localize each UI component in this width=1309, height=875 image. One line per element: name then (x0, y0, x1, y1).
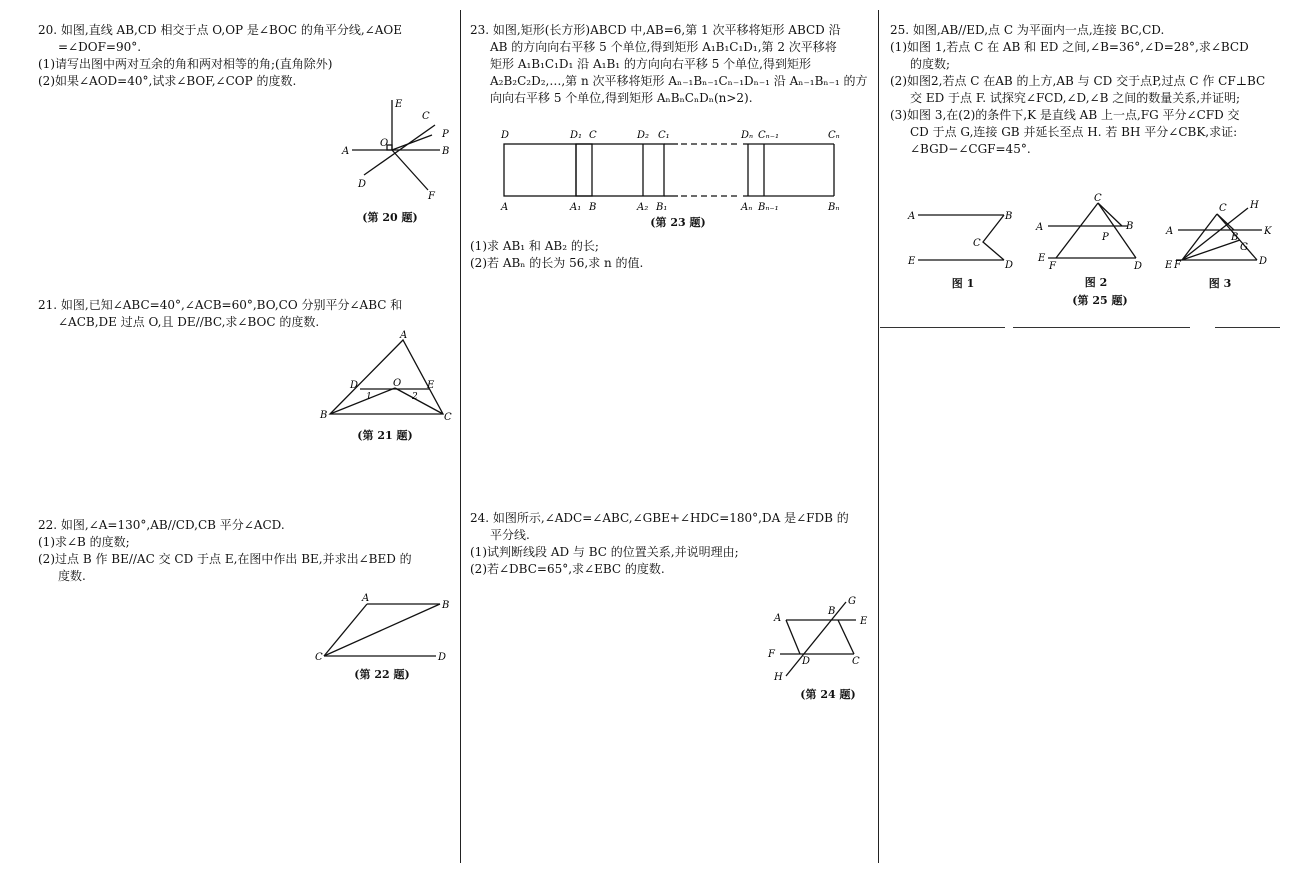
p20-q1: (1)请写出图中两对互余的角和两对相等的角;(直角除外) (38, 57, 333, 71)
label-p: P (442, 129, 449, 140)
p22-q2-2: 度数. (58, 569, 86, 583)
label-d1: D₁ (570, 130, 583, 141)
label-d: D (438, 652, 447, 663)
label-b: B (442, 146, 450, 157)
label-f: F (1174, 260, 1181, 271)
label-c1: C₁ (658, 130, 670, 141)
caption-20: (第 20 题) (362, 211, 418, 224)
label-c: C (1219, 203, 1227, 214)
label-c: C (589, 130, 597, 141)
label-a2: A₂ (637, 202, 649, 213)
path-bcd (983, 215, 1004, 260)
label-d: D (1005, 260, 1014, 271)
caption-24: (第 24 题) (800, 688, 856, 701)
p22-stem-1: 22. 如图,∠A=130°,AB//CD,CB 平分∠ACD. (38, 518, 285, 532)
ray-op (392, 135, 432, 150)
line-hg (786, 602, 846, 676)
p20-stem-1: 20. 如图,直线 AB,CD 相交于点 O,OP 是∠BOC 的角平分线,∠AOE (38, 23, 402, 37)
label-a: A (1166, 226, 1174, 237)
label-c: C (444, 412, 452, 423)
p25-q3-2: CD 于点 G,连接 GB 并延长至点 H. 若 BH 平分∠CBK,求证: (910, 125, 1238, 139)
p24-q2: (2)若∠DBC=65°,求∠EBC 的度数. (470, 562, 665, 576)
label-e: E (860, 616, 868, 627)
label-g: G (1240, 242, 1248, 253)
label-b: B (1005, 211, 1013, 222)
label-a1: A₁ (570, 202, 582, 213)
p25-q2-2: 交 ED 于点 F. 试探究∠FCD,∠D,∠B 之间的数量关系,并证明; (910, 91, 1241, 105)
column-divider-1 (460, 10, 461, 863)
label-d: D (802, 656, 811, 667)
label-d2: D₂ (637, 130, 650, 141)
caption-21: (第 21 题) (357, 429, 413, 442)
label-e: E (427, 380, 435, 391)
p22-q2-1: (2)过点 B 作 BE//AC 交 CD 于点 E,在图中作出 BE,并求出∠BED 的 (38, 552, 412, 566)
label-h: H (1250, 200, 1259, 211)
p25-q3-1: (3)如图 3,在(2)的条件下,K 是直线 AB 上一点,FG 平分∠CFD 交 (890, 108, 1240, 122)
caption-25: (第 25 题) (1072, 294, 1128, 307)
label-bn: Bₙ (828, 202, 840, 213)
label-p: P (1102, 232, 1109, 243)
label-bn1: Bₙ₋₁ (758, 202, 779, 213)
label-b: B (589, 202, 597, 213)
label-c: C (852, 656, 860, 667)
label-e: E (1038, 253, 1046, 264)
label-a: A (908, 211, 916, 222)
label-o: O (393, 378, 402, 389)
p25-stem-1: 25. 如图,AB//ED,点 C 为平面内一点,连接 BC,CD. (890, 23, 1165, 37)
label-c: C (973, 238, 981, 249)
figure-22 (312, 592, 452, 682)
label-b: B (1231, 232, 1239, 243)
p23-stem-3: 矩形 A₁B₁C₁D₁ 沿 A₁B₁ 的方向向右平移 5 个单位,得到矩形 (490, 57, 811, 71)
label-cn1: Cₙ₋₁ (758, 130, 779, 141)
problem-22 (38, 517, 458, 585)
label-b1: B₁ (656, 202, 668, 213)
label-k: K (1264, 226, 1272, 237)
label-e: E (395, 99, 403, 110)
problem-21 (38, 297, 458, 331)
p23-q2: (2)若 ABₙ 的长为 56,求 n 的值. (470, 256, 644, 270)
label-e: E (908, 256, 916, 267)
p23-stem-5: 向向右平移 5 个单位,得到矩形 AₙBₙCₙDₙ(n>2). (490, 91, 753, 105)
caption-fig3: 图 3 (1208, 277, 1232, 290)
ray-of (392, 150, 428, 190)
p25-q1-2: 的度数; (910, 57, 951, 71)
label-c: C (422, 111, 430, 122)
p23-stem-2: AB 的方向向右平移 5 个单位,得到矩形 A₁B₁C₁D₁,第 2 次平移将 (490, 40, 837, 54)
problem-24 (470, 510, 880, 578)
caption-fig2: 图 2 (1084, 276, 1108, 289)
label-cn: Cₙ (828, 130, 840, 141)
label-b: B (1126, 221, 1134, 232)
figure-25-3 (1162, 200, 1287, 291)
label-angle-1: 1 (366, 392, 372, 402)
p25-q1-1: (1)如图 1,若点 C 在 AB 和 ED 之间,∠B=36°,∠D=28°,求∠BCD (890, 40, 1249, 54)
label-d: D (1134, 261, 1143, 272)
p23-stem-4: A₂B₂C₂D₂,…,第 n 次平移将矩形 Aₙ₋₁Bₙ₋₁Cₙ₋₁Dₙ₋₁ 沿 Aₙ₋₁Bₙ₋₁ 的方 (490, 74, 868, 88)
label-b: B (320, 410, 328, 421)
segment-fg (1182, 240, 1240, 260)
figure-21 (320, 332, 455, 443)
label-h: H (774, 672, 783, 683)
segment-ca (324, 604, 367, 656)
rect-a1b1c1d1 (576, 144, 664, 196)
column-divider-2 (878, 10, 879, 863)
segment-cf (1056, 203, 1098, 258)
problem-20 (38, 22, 458, 90)
section-divider (880, 327, 1280, 328)
label-g: G (848, 596, 856, 607)
p24-stem-1: 24. 如图所示,∠ADC=∠ABC,∠GBE+∠HDC=180°,DA 是∠FDB 的 (470, 511, 849, 525)
label-f: F (428, 191, 435, 202)
problem-23 (470, 22, 880, 107)
p25-q3-3: ∠BGD−∠CGF=45°. (910, 142, 1031, 156)
label-d: D (1259, 256, 1268, 267)
caption-22: (第 22 题) (354, 668, 410, 681)
column-2 (462, 0, 878, 862)
triangle-abc (330, 340, 443, 414)
p21-stem-2: ∠ACB,DE 过点 O,且 DE//BC,求∠BOC 的度数. (58, 315, 320, 329)
label-d: D (501, 130, 510, 141)
label-d: D (350, 380, 359, 391)
caption-23: (第 23 题) (650, 216, 706, 229)
figure-23 (498, 126, 878, 230)
label-an: Aₙ (741, 202, 753, 213)
label-a: A (400, 330, 408, 341)
label-f: F (1049, 261, 1056, 272)
segment-ad (786, 620, 800, 654)
figure-24 (768, 594, 878, 702)
p23-stem-1: 23. 如图,矩形(长方形)ABCD 中,AB=6,第 1 次平移将矩形 ABCD 沿 (470, 23, 841, 37)
label-a: A (1036, 222, 1044, 233)
rect-abcd (504, 144, 592, 196)
label-o: O (380, 138, 389, 149)
segment-bo (330, 388, 395, 414)
label-e: E (1165, 260, 1173, 271)
label-a: A (362, 593, 370, 604)
figure-20 (340, 95, 460, 225)
label-f: F (768, 649, 775, 660)
segment-cb (324, 604, 440, 656)
segment-cb (1098, 203, 1122, 226)
p25-q2-1: (2)如图2,若点 C 在AB 的上方,AB 与 CD 交于点P,过点 C 作 CF⊥BC (890, 74, 1266, 88)
p20-q2: (2)如果∠AOD=40°,试求∠BOF,∠COP 的度数. (38, 74, 297, 88)
p24-q1: (1)试判断线段 AD 与 BC 的位置关系,并说明理由; (470, 545, 739, 559)
segment-cb (1217, 214, 1234, 230)
column-3 (880, 0, 1309, 862)
label-c: C (315, 652, 323, 663)
label-d: D (358, 179, 367, 190)
label-a: A (342, 146, 350, 157)
p23-q1: (1)求 AB₁ 和 AB₂ 的长; (470, 239, 599, 253)
label-b: B (442, 600, 450, 611)
label-a: A (774, 613, 782, 624)
caption-fig1: 图 1 (951, 277, 975, 290)
p20-stem-2: =∠DOF=90°. (58, 40, 142, 54)
figure-25-2 (1036, 193, 1151, 290)
label-a: A (501, 202, 509, 213)
p24-stem-2: 平分线. (490, 528, 530, 542)
problem-23-questions (470, 238, 880, 272)
label-angle-2: 2 (412, 392, 418, 402)
problem-25 (890, 22, 1302, 158)
p22-q1: (1)求∠B 的度数; (38, 535, 130, 549)
figure-25-1 (908, 200, 1018, 291)
column-1 (0, 0, 460, 862)
segment-bc (838, 620, 854, 654)
label-b: B (828, 606, 836, 617)
label-dn: Dₙ (741, 130, 754, 141)
label-c: C (1094, 193, 1102, 204)
p21-stem-1: 21. 如图,已知∠ABC=40°,∠ACB=60°,BO,CO 分别平分∠ABC 和 (38, 298, 403, 312)
